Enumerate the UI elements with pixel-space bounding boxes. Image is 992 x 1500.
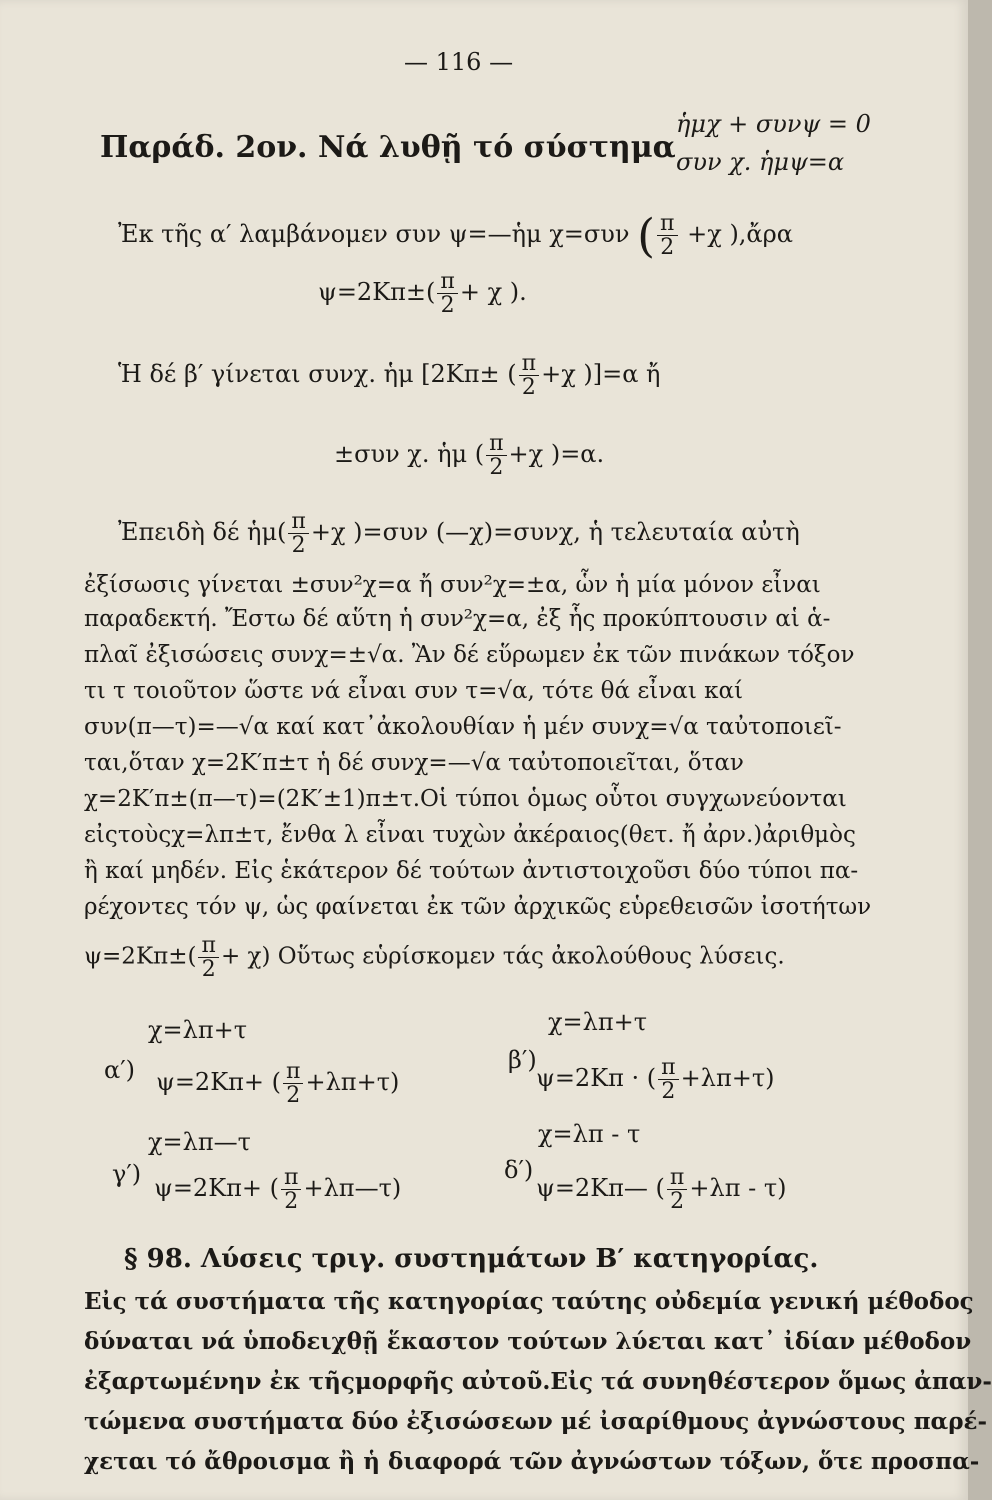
- solution-x: χ=λπ - τ: [538, 1120, 641, 1148]
- line-4: ±συν χ. ἡμ ( $\frac{\pi}{2}$ +χ )=α.: [334, 431, 605, 481]
- text-line: τι τ τοιοῦτον ὥστε νά εἶναι συν τ=√α, τότε θά εἶναι καί: [84, 678, 744, 704]
- fraction: $\frac{\pi}{2}$: [667, 1166, 687, 1213]
- text-line: ψ=2Κπ±( $\frac{\pi}{2}$ + χ) Οὕτως εὑρίσκομεν τάς ἀκολούθους λύσεις.: [84, 933, 785, 983]
- solution-psi: ψ=2Κπ+ ( $\frac{\pi}{2}$ +λπ—τ): [154, 1165, 402, 1215]
- solution-psi: ψ=2Κπ— ( $\frac{\pi}{2}$ +λπ - τ): [536, 1165, 787, 1215]
- fraction: $\frac{\pi}{2}$: [657, 212, 677, 259]
- fraction: $\frac{\pi}{2}$: [519, 352, 539, 399]
- problem-eq2: συν χ. ἡμψ=α: [676, 148, 845, 176]
- solution-psi: ψ=2Κπ+ ( $\frac{\pi}{2}$ +λπ+τ): [156, 1059, 400, 1109]
- text-line: παραδεκτή. Ἔστω δέ αὕτη ἡ συν²χ=α, ἐξ ἧς προκύπτουσιν αἱ ἁ-: [84, 606, 831, 632]
- text-line: ἐξίσωσις γίνεται ±συν²χ=α ἤ συν²χ=±α, ὧν ἡ μία μόνον εἶναι: [84, 572, 821, 598]
- text-line: συν(π—τ)=—√α καί κατ᾽ἀκολουθίαν ἡ μέν συνχ=√α ταὐτοποιεῖ-: [84, 714, 842, 740]
- section-text-line: δύναται νά ὑποδειχθῇ ἕκαστον τούτων λύεται κατ᾽ ἰδίαν μέθοδον: [84, 1328, 972, 1355]
- fraction: $\frac{\pi}{2}$: [198, 934, 218, 981]
- solution-label: α′): [104, 1056, 136, 1084]
- solution-psi: ψ=2Κπ · ( $\frac{\pi}{2}$ +λπ+τ): [536, 1055, 775, 1105]
- fraction: $\frac{\pi}{2}$: [658, 1056, 678, 1103]
- line-3: Ἡ δέ β′ γίνεται συνχ. ἡμ [2Κπ± ( $\frac{\pi}{2}$ +χ )]=α ἤ: [118, 351, 661, 401]
- solution-label: δ′): [504, 1156, 534, 1184]
- section-text-line: τώμενα συστήματα δύο ἐξισώσεων μέ ἰσαρίθμους ἀγνώστους παρέ-: [84, 1408, 988, 1435]
- text-line: ρέχοντες τόν ψ, ὡς φαίνεται ἐκ τῶν ἀρχικῶς εὑρεθεισῶν ἰσοτήτων: [84, 894, 872, 920]
- section-text-line: χεται τό ἄθροισμα ἢ ἡ διαφορά τῶν ἀγνώστων τόξων, ὅτε προσπα-: [84, 1448, 980, 1475]
- text-line: εἰςτοὺςχ=λπ±τ, ἔνθα λ εἶναι τυχὼν ἀκέραιος(θετ. ἤ ἀρν.)ἀριθμὸς: [84, 822, 856, 848]
- line-5: Ἐπειδὴ δέ ἡμ( $\frac{\pi}{2}$ +χ )=συν (—χ)=συνχ, ἡ τελευταία αὐτὴ: [118, 509, 800, 559]
- solution-x: χ=λπ+τ: [148, 1016, 248, 1044]
- line-2: ψ=2Κπ±( $\frac{\pi}{2}$ + χ ).: [318, 269, 527, 319]
- text-line: ται,ὅταν χ=2Κ′π±τ ἡ δέ συνχ=—√α ταὐτοποιεῖται, ὅταν: [84, 750, 744, 776]
- line-1: Ἐκ τῆς α′ λαμβάνομεν συν ψ=—ἡμ χ=συν ( $\frac{\pi}{2}$ +χ ),ἄρα: [118, 208, 793, 263]
- text-line: ἢ καί μηδέν. Εἰς ἑκάτερον δέ τούτων ἀντιστοιχοῦσι δύο τύποι πα-: [84, 858, 859, 884]
- fraction: $\frac{\pi}{2}$: [281, 1166, 301, 1213]
- page-edge: [968, 0, 992, 1500]
- problem-label: Παράδ. 2ον. Νά λυθῇ τό σύστημα: [100, 130, 676, 165]
- section-text-line: ἐξαρτωμένην ἐκ τῆςμορφῆς αὐτοῦ.Εἰς τά συνηθέστερον ὅμως ἀπαν-: [84, 1368, 992, 1395]
- solution-x: χ=λπ—τ: [148, 1128, 251, 1156]
- text-line: χ=2Κ′π±(π—τ)=(2Κ′±1)π±τ.Οἱ τύποι ὁμως οὗτοι συγχωνεύονται: [84, 786, 847, 812]
- page-number: — 116 —: [404, 48, 514, 76]
- fraction: $\frac{\pi}{2}$: [437, 270, 457, 317]
- section-text-line: Εἰς τά συστήματα τῆς κατηγορίας ταύτης οὐδεμία γενική μέθοδος: [84, 1288, 974, 1315]
- fraction: $\frac{\pi}{2}$: [486, 432, 506, 479]
- solution-label: γ′): [112, 1160, 142, 1188]
- problem-eq1: ἡμχ + συνψ = 0: [676, 110, 871, 138]
- fraction: $\frac{\pi}{2}$: [283, 1060, 303, 1107]
- solution-x: χ=λπ+τ: [548, 1008, 648, 1036]
- section-heading: § 98. Λύσεις τριγ. συστημάτων Β′ κατηγορίας.: [124, 1244, 819, 1274]
- text-line: πλαῖ ἐξισώσεις συνχ=±√α. Ἂν δέ εὕρωμεν ἐκ τῶν πινάκων τόξον: [84, 642, 855, 668]
- fraction: $\frac{\pi}{2}$: [288, 510, 308, 557]
- solution-label: β′): [508, 1046, 537, 1074]
